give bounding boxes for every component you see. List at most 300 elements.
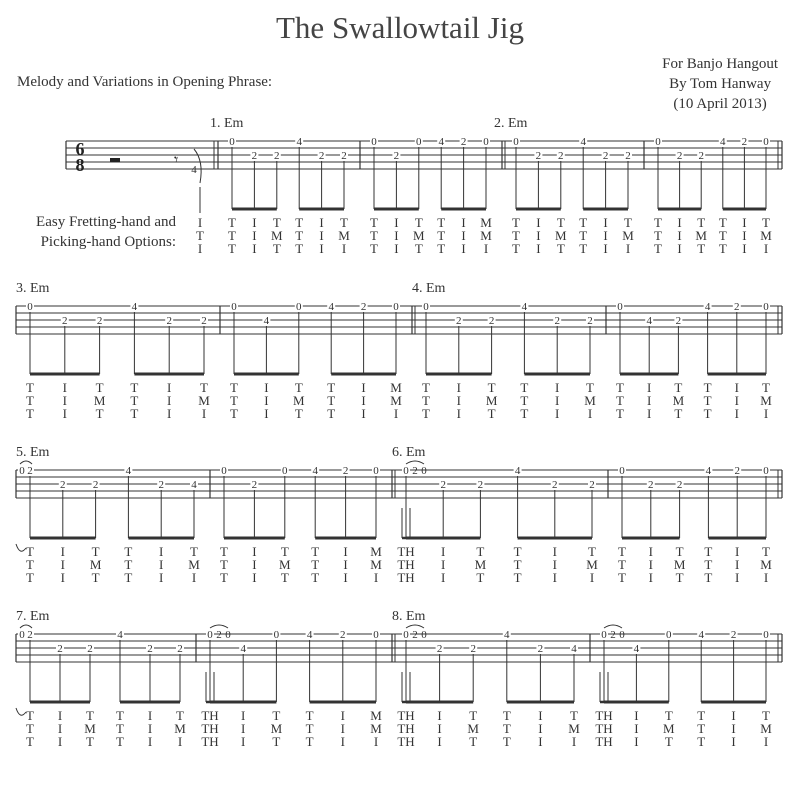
pick-mark: I — [483, 241, 489, 256]
fret-number: 0 — [601, 629, 607, 641]
pick-mark: I — [734, 393, 739, 408]
fret-number: 2 — [96, 315, 103, 327]
pick-mark: T — [280, 544, 289, 559]
pick-mark: M — [663, 721, 675, 736]
pick-mark: T — [26, 721, 34, 736]
pick-mark: T — [513, 557, 522, 572]
pick-mark: T — [476, 544, 485, 559]
fret-number: 2 — [340, 629, 346, 641]
pick-mark: T — [190, 544, 198, 559]
fret-number: 0 — [373, 465, 379, 477]
fret-number: 0 — [483, 136, 489, 148]
fret-number: 4 — [646, 315, 652, 327]
pick-mark: T — [26, 557, 34, 572]
pick-mark: M — [370, 721, 382, 736]
pick-mark: TH — [397, 544, 415, 559]
pick-mark: T — [664, 734, 673, 749]
pick-mark: I — [571, 734, 577, 749]
pick-mark: I — [264, 406, 269, 421]
pick-mark: I — [634, 734, 639, 749]
pick-mark: TH — [397, 734, 415, 749]
pick-mark: I — [319, 228, 324, 243]
pick-mark: T — [370, 228, 378, 243]
fret-number: 2 — [675, 315, 682, 327]
pick-mark: T — [95, 380, 104, 395]
phrase-label: 7. Em — [16, 609, 50, 624]
fret-number: 0 — [371, 136, 377, 148]
fret-number: 0 — [273, 629, 280, 641]
pick-mark: T — [272, 708, 281, 723]
pick-mark: T — [520, 393, 529, 408]
pick-mark: T — [414, 215, 423, 230]
pick-mark: I — [252, 570, 257, 585]
pick-mark: I — [393, 406, 399, 421]
fret-number: 4 — [312, 465, 318, 477]
pick-mark: T — [703, 406, 712, 421]
pick-mark: T — [616, 380, 624, 395]
fret-number: 4 — [117, 629, 123, 641]
pick-mark: TH — [595, 708, 613, 723]
pick-mark: T — [196, 228, 204, 243]
pick-mark: TH — [201, 721, 219, 736]
pick-mark: T — [422, 380, 430, 395]
pick-mark: T — [124, 570, 133, 585]
pick-mark: I — [252, 228, 257, 243]
fret-number: 2 — [676, 479, 683, 491]
pick-mark: I — [252, 241, 257, 256]
pick-mark: I — [343, 570, 348, 585]
pick-mark: T — [654, 228, 662, 243]
pick-mark: T — [422, 393, 430, 408]
pick-mark: I — [603, 228, 608, 243]
pick-mark: M — [89, 557, 102, 572]
pick-mark: I — [394, 228, 399, 243]
pick-mark: I — [437, 708, 442, 723]
fret-number: 0 — [763, 465, 769, 477]
pick-mark: T — [704, 544, 713, 559]
pick-mark: T — [176, 708, 184, 723]
pick-mark: I — [57, 708, 63, 723]
pick-mark: I — [361, 406, 366, 421]
pick-mark: I — [252, 544, 257, 559]
fret-number: 2 — [27, 629, 33, 641]
pick-mark: T — [220, 557, 228, 572]
pick-mark: T — [487, 380, 496, 395]
pick-mark: T — [26, 406, 34, 421]
pick-mark: T — [116, 734, 124, 749]
pick-mark: I — [264, 393, 269, 408]
phrase-label: 8. Em — [392, 609, 426, 624]
pick-mark: M — [760, 393, 772, 408]
fret-number: 2 — [274, 150, 280, 162]
pick-mark: I — [437, 721, 442, 736]
fret-number: 0 — [763, 629, 769, 641]
pick-mark: T — [697, 734, 706, 749]
pick-mark: T — [228, 241, 236, 256]
pick-mark: TH — [201, 734, 219, 749]
pick-mark: I — [648, 544, 653, 559]
fret-number: 0 — [393, 301, 399, 313]
fret-number: 4 — [571, 643, 577, 655]
pick-mark: T — [512, 228, 520, 243]
pick-mark: I — [340, 734, 345, 749]
pick-mark: I — [647, 406, 652, 421]
pick-mark: T — [305, 721, 314, 736]
pick-mark: M — [390, 380, 402, 395]
pick-mark: T — [697, 241, 706, 256]
fret-number: 2 — [27, 465, 33, 477]
fret-number: 2 — [57, 643, 63, 655]
thumb-marker — [16, 708, 26, 715]
pick-mark: T — [220, 544, 228, 559]
pick-mark: TH — [397, 557, 415, 572]
pick-mark: I — [341, 241, 347, 256]
pick-mark: I — [177, 734, 183, 749]
pick-mark: TH — [397, 570, 415, 585]
fret-number: 0 — [229, 136, 235, 148]
pick-mark: I — [264, 380, 269, 395]
hammer-arc — [604, 625, 622, 628]
pick-mark: T — [220, 570, 228, 585]
pick-mark: T — [200, 380, 208, 395]
credit-line: By Tom Hanway — [669, 76, 772, 92]
pick-mark: M — [293, 393, 305, 408]
pick-mark: I — [555, 393, 560, 408]
fret-number: 0 — [619, 629, 625, 641]
pick-mark: T — [570, 708, 578, 723]
pick-mark: T — [654, 241, 662, 256]
pick-mark: T — [674, 380, 683, 395]
pick-mark: I — [373, 570, 379, 585]
pick-mark: T — [280, 570, 289, 585]
pick-mark: M — [673, 557, 686, 572]
pick-mark: M — [370, 557, 382, 572]
fret-number: 2 — [589, 479, 595, 491]
fret-number: 0 — [27, 301, 33, 313]
pick-mark: T — [616, 393, 624, 408]
fret-number: 2 — [730, 629, 737, 641]
fret-number: 2 — [554, 315, 560, 327]
pick-mark: I — [731, 734, 736, 749]
pick-mark: I — [538, 734, 543, 749]
pick-mark: M — [586, 557, 598, 572]
hammer-arc — [406, 461, 424, 464]
pick-mark: T — [502, 734, 511, 749]
pick-mark: I — [538, 708, 543, 723]
pick-mark: I — [456, 393, 461, 408]
pick-mark: T — [130, 406, 139, 421]
fret-number: 4 — [720, 136, 726, 148]
pick-mark: T — [327, 406, 336, 421]
fret-number: 2 — [92, 479, 99, 491]
fret-number: 2 — [676, 150, 683, 162]
pick-mark: I — [763, 570, 769, 585]
fret-number: 2 — [648, 479, 654, 491]
pick-mark: T — [704, 570, 713, 585]
fret-number: 2 — [698, 150, 704, 162]
pick-mark: T — [618, 557, 626, 572]
pick-mark: I — [361, 393, 366, 408]
pick-mark: T — [124, 557, 133, 572]
fret-number: 4 — [704, 301, 711, 313]
pick-mark: M — [174, 721, 186, 736]
fret-number: 2 — [412, 629, 418, 641]
pick-mark: TH — [201, 708, 219, 723]
pick-mark: T — [414, 241, 423, 256]
pick-mark: I — [191, 570, 197, 585]
pick-mark: T — [294, 380, 303, 395]
fret-number: 2 — [734, 465, 740, 477]
pick-mark: T — [26, 734, 34, 749]
pick-mark: I — [634, 708, 639, 723]
pick-mark: I — [461, 215, 466, 230]
pick-mark: I — [536, 228, 541, 243]
pick-mark: T — [272, 241, 281, 256]
pick-mark: I — [731, 721, 736, 736]
fret-number: 2 — [158, 479, 164, 491]
eighth-rest-mark: 𝄾 — [174, 152, 179, 169]
pick-mark: I — [603, 241, 608, 256]
fret-number: 0 — [19, 465, 25, 477]
pick-mark: T — [295, 228, 304, 243]
fret-number: 4 — [240, 643, 246, 655]
fret-number: 2 — [216, 629, 222, 641]
hammer-arc — [406, 625, 424, 628]
pick-mark: I — [552, 557, 557, 572]
pick-mark: T — [664, 708, 673, 723]
fret-number: 2 — [587, 315, 593, 327]
pick-mark: I — [742, 215, 747, 230]
fret-number: 4 — [633, 643, 640, 655]
fret-number: 2 — [177, 643, 183, 655]
pick-mark: I — [742, 228, 747, 243]
pick-mark: T — [624, 215, 632, 230]
pick-mark: T — [130, 393, 139, 408]
pick-mark: I — [735, 544, 740, 559]
fret-number: 4 — [521, 301, 528, 313]
fret-number: 0 — [763, 136, 769, 148]
pick-mark: M — [338, 228, 350, 243]
fret-number: 0 — [296, 301, 302, 313]
pick-mark: T — [762, 544, 770, 559]
fret-number: 0 — [225, 629, 231, 641]
pick-mark: I — [167, 393, 172, 408]
pick-mark: T — [228, 215, 236, 230]
pick-mark: T — [26, 544, 34, 559]
pick-mark: I — [587, 406, 593, 421]
pick-mark: I — [536, 215, 541, 230]
pick-mark: I — [677, 241, 682, 256]
pick-mark: I — [456, 406, 461, 421]
pick-mark: T — [437, 215, 446, 230]
fret-number: 0 — [373, 629, 379, 641]
pick-mark: I — [555, 380, 560, 395]
fret-number: 0 — [655, 136, 661, 148]
phrase-label: 5. Em — [16, 445, 50, 460]
pick-mark: I — [461, 228, 466, 243]
pick-mark: M — [84, 721, 96, 736]
fret-number: 2 — [741, 136, 748, 148]
pick-mark: M — [584, 393, 596, 408]
fret-number: 2 — [87, 643, 93, 655]
pick-mark: T — [697, 708, 706, 723]
fret-number: 2 — [201, 315, 207, 327]
pick-mark: I — [647, 393, 652, 408]
pick-mark: T — [674, 406, 683, 421]
fret-number: 0 — [19, 629, 25, 641]
pick-mark: I — [763, 241, 769, 256]
fret-number: 2 — [552, 479, 558, 491]
pick-mark: I — [147, 721, 153, 736]
fret-number: 2 — [62, 315, 68, 327]
fret-number: 4 — [191, 479, 197, 491]
pick-mark: I — [252, 557, 257, 572]
pick-mark: TH — [595, 721, 613, 736]
pick-mark: I — [241, 734, 246, 749]
pick-mark: T — [272, 734, 281, 749]
fret-number: 2 — [477, 479, 484, 491]
fret-number: 2 — [436, 643, 443, 655]
phrase-label: 6. Em — [392, 445, 426, 460]
pick-mark: I — [394, 215, 399, 230]
fret-number: 0 — [416, 136, 422, 148]
pick-mark: T — [91, 570, 100, 585]
fret-number: 0 — [421, 629, 427, 641]
fret-number: 0 — [282, 465, 288, 477]
pick-mark: T — [437, 241, 446, 256]
pick-mark: T — [91, 544, 100, 559]
fret-number: 2 — [488, 315, 495, 327]
fret-number: 2 — [342, 465, 349, 477]
fret-number: 2 — [734, 301, 740, 313]
pick-mark: T — [116, 721, 124, 736]
fret-number: 2 — [440, 479, 446, 491]
fret-number: 2 — [456, 315, 462, 327]
slide-arc — [20, 625, 32, 628]
pick-mark: I — [734, 380, 739, 395]
fret-number: 2 — [251, 150, 258, 162]
pick-mark: I — [552, 544, 557, 559]
pick-mark: I — [677, 215, 682, 230]
pick-mark: T — [654, 215, 662, 230]
pick-mark: I — [159, 557, 164, 572]
pick-mark: T — [295, 215, 304, 230]
phrase-label: 2. Em — [494, 116, 528, 131]
fret-number: 4 — [698, 629, 704, 641]
fret-number: 4 — [131, 301, 138, 313]
pick-mark: I — [456, 380, 461, 395]
pick-mark: T — [697, 215, 706, 230]
fret-number: 4 — [263, 315, 270, 327]
hint-line: Picking-hand Options: — [40, 234, 176, 250]
fret-number: 2 — [460, 136, 467, 148]
pick-mark: T — [311, 570, 320, 585]
pick-mark: M — [467, 721, 479, 736]
fret-number: 4 — [580, 136, 586, 148]
pick-mark: I — [159, 544, 164, 559]
pick-mark: I — [343, 544, 348, 559]
pick-mark: T — [370, 241, 378, 256]
pick-mark: T — [697, 721, 706, 736]
pick-mark: I — [62, 393, 67, 408]
pick-mark: M — [413, 228, 425, 243]
fret-number: 2 — [341, 150, 347, 162]
pick-mark: I — [241, 721, 246, 736]
pick-mark: I — [394, 241, 399, 256]
pick-mark: T — [437, 228, 446, 243]
pick-mark: T — [616, 406, 624, 421]
pick-mark: T — [762, 380, 770, 395]
pick-mark: I — [552, 570, 557, 585]
pick-mark: I — [252, 215, 257, 230]
slide-arc — [20, 461, 32, 464]
pick-mark: T — [502, 708, 511, 723]
fret-number: 2 — [535, 150, 542, 162]
subtitle: Melody and Variations in Opening Phrase: — [17, 74, 273, 90]
fret-number: 0 — [619, 465, 625, 477]
fret-number: 2 — [166, 315, 172, 327]
fret-number: 0 — [403, 465, 409, 477]
pick-mark: I — [340, 708, 345, 723]
phrase-label: 4. Em — [412, 281, 446, 296]
pick-mark: T — [327, 380, 336, 395]
pick-mark: T — [579, 241, 588, 256]
pick-mark: M — [622, 228, 634, 243]
fret-number: 4 — [296, 136, 302, 148]
pick-mark: I — [201, 406, 207, 421]
credit-line: For Banjo Hangout — [662, 56, 778, 72]
fret-number: 2 — [412, 465, 418, 477]
fret-number: 4 — [504, 629, 510, 641]
fret-number: 0 — [231, 301, 237, 313]
fret-number: 2 — [625, 150, 631, 162]
pick-mark: T — [26, 570, 34, 585]
pick-mark: M — [93, 393, 106, 408]
pick-mark: T — [588, 544, 596, 559]
pick-mark: I — [241, 708, 246, 723]
fret-number: 0 — [221, 465, 227, 477]
pick-mark: I — [62, 380, 67, 395]
pick-mark: T — [340, 215, 348, 230]
pick-mark: T — [675, 570, 684, 585]
pick-mark: T — [579, 215, 588, 230]
pick-mark: I — [60, 557, 65, 572]
pick-mark: T — [305, 708, 314, 723]
pick-mark: M — [485, 393, 498, 408]
pick-mark: M — [390, 393, 402, 408]
pick-mark: I — [147, 734, 153, 749]
pick-mark: TH — [397, 708, 415, 723]
pick-mark: I — [647, 380, 652, 395]
phrase-label: 1. Em — [210, 116, 244, 131]
thumb-marker — [16, 544, 26, 551]
pick-mark: I — [340, 721, 345, 736]
pick-mark: T — [520, 380, 529, 395]
pick-mark: T — [487, 406, 496, 421]
pick-mark: I — [648, 557, 653, 572]
pick-mark: T — [311, 557, 320, 572]
fret-number: 4 — [514, 465, 521, 477]
pick-mark: T — [469, 708, 478, 723]
pick-mark: I — [625, 241, 631, 256]
pick-mark: M — [695, 228, 707, 243]
pick-mark: I — [734, 406, 739, 421]
pick-mark: I — [536, 241, 541, 256]
fret-number: 0 — [617, 301, 623, 313]
pick-mark: T — [370, 215, 378, 230]
pick-mark: I — [437, 734, 442, 749]
pick-mark: T — [675, 544, 684, 559]
